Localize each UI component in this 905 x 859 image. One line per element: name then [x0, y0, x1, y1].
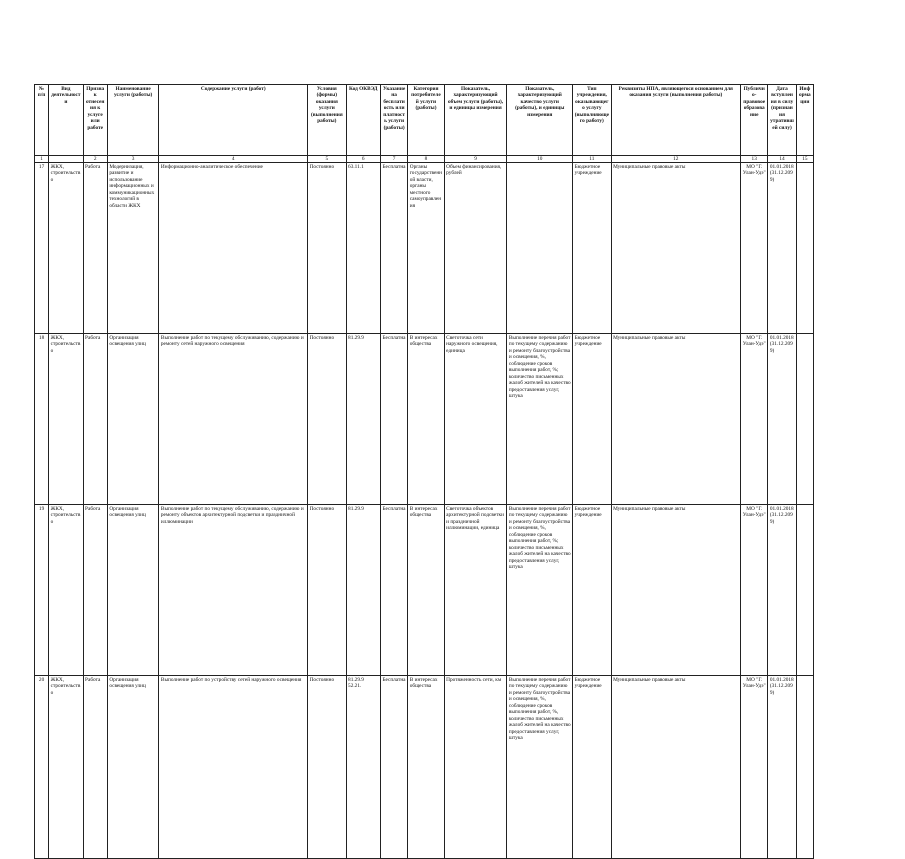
column-number-cell — [49, 156, 83, 163]
consumers-cell: В интересах общества — [408, 334, 444, 505]
header-cell: Код ОКВЭД — [346, 85, 380, 156]
payment-cell: Бесплатна — [380, 334, 407, 505]
quality-indicator-cell: Выполнение перечня работ по текущему содержанию и ремонту благоустройства и освещения, %, соблюдение сроков выполнения работ, %; количество письменных жалоб жителей на качество предоставления услуг, штука — [507, 505, 573, 676]
service-name-cell: Организация освещения улиц — [107, 505, 159, 676]
column-number-cell: 3 — [107, 156, 159, 163]
activity-cell: ЖКХ, строительство — [49, 163, 83, 334]
info-cell — [796, 334, 813, 505]
sign-cell: Работа — [83, 163, 107, 334]
effective-date-cell: 01.01.2018 (31.12.2099) — [768, 334, 796, 505]
npa-cell: Муниципальные правовые акты — [611, 163, 740, 334]
info-cell — [796, 505, 813, 676]
public-entity-cell: МО "Г. Улан-Удэ" — [741, 163, 768, 334]
column-number-cell: 13 — [741, 156, 768, 163]
info-cell — [796, 676, 813, 859]
public-entity-cell: МО "Г. Улан-Удэ" — [741, 676, 768, 859]
header-cell: Тип учреждения, оказывающего услугу (выполняющего работу) — [573, 85, 611, 156]
sign-cell: Работа — [83, 505, 107, 676]
header-cell: Показатель, характеризующий качество услуги (работы), и единицы измерения — [507, 85, 573, 156]
content-cell: Выполнение работ по текущему обслуживанию, содержанию и ремонту сетей наружного освещения — [159, 334, 308, 505]
content-cell: Выполнение работ по устройству сетей наружного освещения — [159, 676, 308, 859]
row-number-cell: 18 — [35, 334, 49, 505]
consumers-cell: Органы государственной власти, органы местного самоуправления — [408, 163, 444, 334]
column-number-cell: 6 — [346, 156, 380, 163]
header-cell: Информации — [796, 85, 813, 156]
content-cell: Информационно-аналитическое обеспечение — [159, 163, 308, 334]
column-number-cell: 14 — [768, 156, 796, 163]
table-row — [35, 676, 814, 859]
column-number-cell: 1 — [35, 156, 49, 163]
sign-cell: Работа — [83, 676, 107, 859]
activity-cell: ЖКХ, строительство — [49, 334, 83, 505]
payment-cell: Бесплатна — [380, 163, 407, 334]
quality-indicator-cell: Выполнение перечня работ по текущему содержанию и ремонту благоустройства и освещения, %, соблюдение сроков выполнения работ, %, количество письменных жалоб жителей на качество предоставления услуг, штука — [507, 676, 573, 859]
npa-cell: Муниципальные правовые акты — [611, 334, 740, 505]
column-number-cell: 7 — [380, 156, 407, 163]
public-entity-cell: МО "Г. Улан-Удэ" — [741, 505, 768, 676]
service-name-cell: Модернизация, развитие и использование информационных и коммуникационных технологий в области ЖКХ — [107, 163, 159, 334]
form-cell: Постоянно — [308, 505, 346, 676]
consumers-cell: В интересах общества — [408, 505, 444, 676]
column-number-cell: 4 — [159, 156, 308, 163]
volume-indicator-cell: Протяженность сети, км — [444, 676, 507, 859]
header-cell: Условия (формы) оказания услуги (выполнения работы) — [308, 85, 346, 156]
header-cell: Показатель, характеризующий объем услуги (работы), и единицы измерения — [444, 85, 507, 156]
table-row — [35, 505, 814, 676]
institution-type-cell: Бюджетное учреждение — [573, 334, 611, 505]
payment-cell: Бесплатна — [380, 676, 407, 859]
column-number-cell: 9 — [444, 156, 507, 163]
table-row — [35, 163, 814, 334]
info-cell — [796, 163, 813, 334]
okved-cell: 81.29.9 — [346, 334, 380, 505]
activity-cell: ЖКХ, строительство — [49, 676, 83, 859]
column-number-cell: 8 — [408, 156, 444, 163]
row-number-cell: 19 — [35, 505, 49, 676]
quality-indicator-cell: Выполнение перечня работ по текущему содержанию и ремонту благоустройства и освещения, %, соблюдение сроков выполнения работ, %; количество письменных жалоб жителей на качество предоставления услуг, штука — [507, 334, 573, 505]
header-cell: Категория потребителей услуги (работы) — [408, 85, 444, 156]
institution-type-cell: Бюджетное учреждение — [573, 505, 611, 676]
column-number-cell: 5 — [308, 156, 346, 163]
column-number-cell: 12 — [611, 156, 740, 163]
activity-cell: ЖКХ, строительство — [49, 505, 83, 676]
institution-type-cell: Бюджетное учреждение — [573, 163, 611, 334]
volume-indicator-cell: Светоточка объектов архитектурной подсветки и праздничной иллюминации, единица — [444, 505, 507, 676]
npa-cell: Муниципальные правовые акты — [611, 676, 740, 859]
service-name-cell: Организация освещения улиц — [107, 676, 159, 859]
consumers-cell: В интересах общества — [408, 676, 444, 859]
public-entity-cell: МО "Г. Улан-Удэ" — [741, 334, 768, 505]
okved-cell: 81.29.9 52.21. — [346, 676, 380, 859]
services-register-sheet — [34, 84, 814, 742]
column-number-cell: 2 — [83, 156, 107, 163]
column-number-cell: 10 — [507, 156, 573, 163]
content-cell: Выполнение работ по текущему обслуживанию, содержанию и ремонту объектов архитектурной подсветки и праздничной иллюминации — [159, 505, 308, 676]
payment-cell: Бесплатна — [380, 505, 407, 676]
institution-type-cell: Бюджетное учреждение — [573, 676, 611, 859]
effective-date-cell: 01.01.2018 (31.12.2099) — [768, 505, 796, 676]
row-number-cell: 20 — [35, 676, 49, 859]
form-cell: Постоянно — [308, 676, 346, 859]
header-cell: Наименование услуги (работы) — [107, 85, 159, 156]
npa-cell: Муниципальные правовые акты — [611, 505, 740, 676]
service-name-cell: Организация освещения улиц — [107, 334, 159, 505]
okved-cell: 81.29.9 — [346, 505, 380, 676]
header-cell: Реквизиты НПА, являющегося основанием для оказания услуги (выполнения работы) — [611, 85, 740, 156]
header-cell: Содержание услуги (работ) — [159, 85, 308, 156]
column-number-row — [35, 156, 814, 163]
form-cell: Постоянно — [308, 334, 346, 505]
row-number-cell: 17 — [35, 163, 49, 334]
header-cell: № п/п — [35, 85, 49, 156]
okved-cell: 63.11.1 — [346, 163, 380, 334]
header-cell: Вид деятельности — [49, 85, 83, 156]
column-number-cell: 15 — [796, 156, 813, 163]
column-number-cell: 11 — [573, 156, 611, 163]
sign-cell: Работа — [83, 334, 107, 505]
volume-indicator-cell: Светоточка сети наружного освещения, единица — [444, 334, 507, 505]
volume-indicator-cell: Объем финансирования, рублей — [444, 163, 507, 334]
effective-date-cell: 01.01.2018 (31.12.2099) — [768, 676, 796, 859]
form-cell: Постоянно — [308, 163, 346, 334]
header-cell: Дата вступления в силу (признания утратившей силу) — [768, 85, 796, 156]
effective-date-cell: 01.01.2018 (31.12.2099) — [768, 163, 796, 334]
table-row — [35, 334, 814, 505]
services-register-table — [34, 84, 814, 859]
header-row — [35, 85, 814, 156]
quality-indicator-cell — [507, 163, 573, 334]
header-cell: Указание на бесплатность или платность услуги (работы) — [380, 85, 407, 156]
header-cell: Признак отнесения к услуге или работе — [83, 85, 107, 156]
header-cell: Публично-правовое образование — [741, 85, 768, 156]
